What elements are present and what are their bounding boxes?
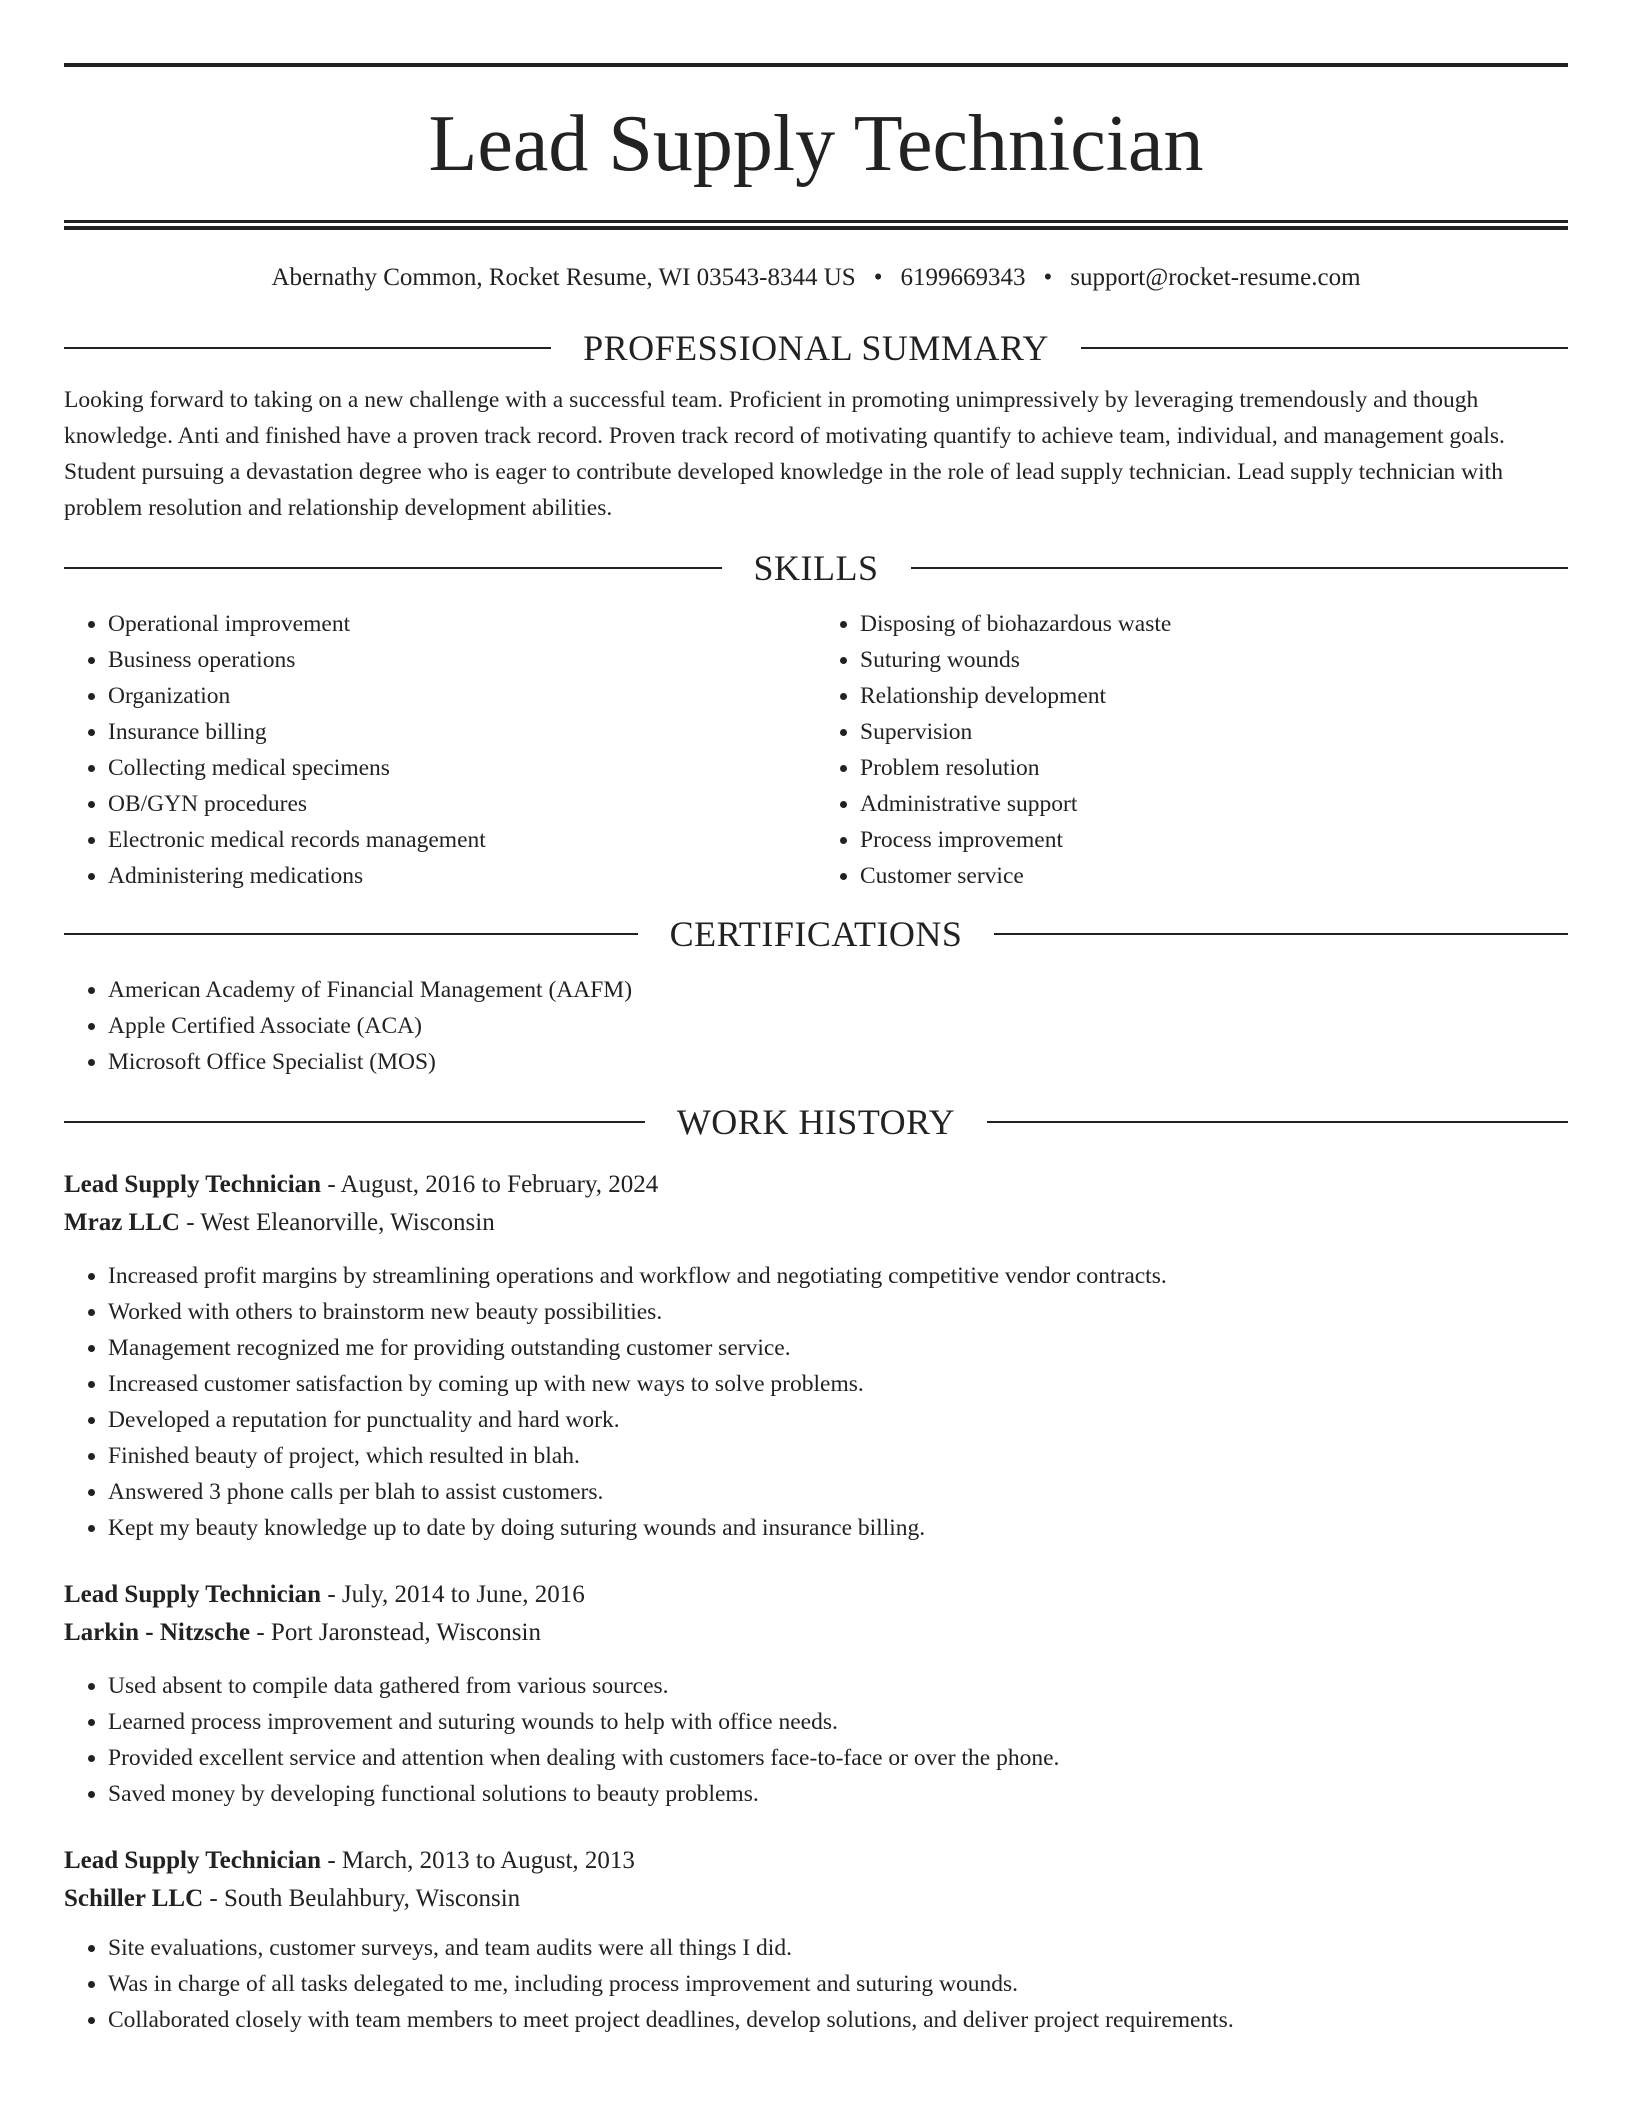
job-dates: - August, 2016 to February, 2024 — [321, 1171, 659, 1198]
job-dates: - March, 2013 to August, 2013 — [321, 1847, 635, 1874]
section-title-skills: SKILLS — [753, 548, 879, 588]
contact-address: Abernathy Common, Rocket Resume, WI 03543-8344 US — [271, 264, 856, 291]
job-entry — [64, 1166, 1568, 1546]
job-bullet: • Answered 3 phone calls per blah to assist customers. — [108, 1474, 1568, 1510]
job-bullet: • Increased customer satisfaction by coming up with new ways to solve problems. — [108, 1366, 1568, 1402]
certifications-list — [64, 972, 1568, 1080]
skill-item: • Insurance billing — [108, 714, 816, 750]
job-bullet: • Finished beauty of project, which resulted in blah. — [108, 1438, 1568, 1474]
section-rule — [911, 567, 1569, 569]
skill-item: • Organization — [108, 678, 816, 714]
job-bullet: • Provided excellent service and attention when dealing with customers face-to-face or over the phone. — [108, 1740, 1568, 1776]
job-bullet: • Collaborated closely with team members to meet project deadlines, develop solutions, and deliver project requirements. — [108, 2002, 1568, 2038]
job-bullet: • Site evaluations, customer surveys, and team audits were all things I did. — [108, 1930, 1568, 1966]
contact-email: support@rocket-resume.com — [1070, 264, 1361, 291]
job-title-line — [64, 1576, 1568, 1614]
job-entry — [64, 1842, 1568, 2038]
skill-item: • Supervision — [860, 714, 1568, 750]
section-rule — [1081, 347, 1568, 349]
top-rule — [64, 63, 1568, 67]
section-rule — [64, 567, 722, 569]
section-title-certifications: CERTIFICATIONS — [669, 914, 963, 954]
job-title: Lead Supply Technician — [64, 1171, 322, 1198]
skill-item: • Process improvement — [860, 822, 1568, 858]
skill-item: • Operational improvement — [108, 606, 816, 642]
certification-item: • American Academy of Financial Management (AAFM) — [108, 972, 1568, 1008]
job-bullet: • Kept my beauty knowledge up to date by doing suturing wounds and insurance billing. — [108, 1510, 1568, 1546]
summary-text: Looking forward to taking on a new challenge with a successful team. Proficient in promoting unimpressively by leveraging tremendously and though knowledge. Anti and finished have a proven track record. Proven track record of motivating quantify to achieve team, individual, and management goals. Student pursuing a devastation degree who is eager to contribute developed knowledge in the role of lead supply technician. Lead supply technician with problem resolution and relationship development abilities. — [64, 387, 1505, 521]
job-dates: - July, 2014 to June, 2016 — [321, 1581, 585, 1608]
skill-item: • Relationship development — [860, 678, 1568, 714]
double-rule — [64, 220, 1568, 230]
section-header-certifications — [64, 914, 1568, 954]
skill-item: • OB/GYN procedures — [108, 786, 816, 822]
contact-separator: • — [873, 264, 883, 291]
job-company-line — [64, 1880, 1568, 1918]
job-bullets — [64, 1258, 1568, 1546]
job-bullet: • Saved money by developing functional solutions to beauty problems. — [108, 1776, 1568, 1812]
job-company-line — [64, 1204, 1568, 1242]
job-company-line — [64, 1614, 1568, 1652]
job-company: Larkin - Nitzsche — [64, 1619, 251, 1646]
section-rule — [64, 347, 551, 349]
skill-item: • Administrative support — [860, 786, 1568, 822]
certification-item: • Apple Certified Associate (ACA) — [108, 1008, 1568, 1044]
section-title-work-history: WORK HISTORY — [676, 1102, 956, 1142]
resume-page — [64, 0, 1568, 2038]
candidate-name: Lead Supply Technician — [428, 100, 1204, 188]
job-title-line — [64, 1166, 1568, 1204]
skill-item: • Administering medications — [108, 858, 816, 894]
job-bullet: • Worked with others to brainstorm new beauty possibilities. — [108, 1294, 1568, 1330]
contact-separator: • — [1043, 264, 1053, 291]
skill-item: • Electronic medical records management — [108, 822, 816, 858]
section-header-summary — [64, 328, 1568, 368]
skill-item: • Customer service — [860, 858, 1568, 894]
job-title: Lead Supply Technician — [64, 1847, 322, 1874]
job-bullet: • Increased profit margins by streamlining operations and workflow and negotiating competitive vendor contracts. — [108, 1258, 1568, 1294]
job-bullet: • Management recognized me for providing outstanding customer service. — [108, 1330, 1568, 1366]
job-location: - Port Jaronstead, Wisconsin — [250, 1619, 541, 1646]
skill-item: • Disposing of biohazardous waste — [860, 606, 1568, 642]
skill-item: • Problem resolution — [860, 750, 1568, 786]
skill-item: • Collecting medical specimens — [108, 750, 816, 786]
job-title: Lead Supply Technician — [64, 1581, 322, 1608]
section-header-skills — [64, 548, 1568, 588]
section-rule — [64, 933, 638, 935]
job-bullet: • Used absent to compile data gathered from various sources. — [108, 1668, 1568, 1704]
job-bullets — [64, 1930, 1568, 2038]
job-location: - South Beulahbury, Wisconsin — [203, 1885, 521, 1912]
job-entry — [64, 1576, 1568, 1812]
section-rule — [64, 1121, 645, 1123]
skill-item: • Business operations — [108, 642, 816, 678]
section-rule — [987, 1121, 1568, 1123]
job-company: Schiller LLC — [64, 1885, 204, 1912]
contact-line — [64, 262, 1568, 294]
job-bullet: • Was in charge of all tasks delegated to me, including process improvement and suturing wounds. — [108, 1966, 1568, 2002]
job-bullet: • Developed a reputation for punctuality and hard work. — [108, 1402, 1568, 1438]
skills-list-right — [816, 606, 1568, 894]
certification-item: • Microsoft Office Specialist (MOS) — [108, 1044, 1568, 1080]
section-rule — [994, 933, 1568, 935]
skills-columns — [64, 606, 1568, 894]
job-bullets — [64, 1668, 1568, 1812]
job-bullet: • Learned process improvement and suturing wounds to help with office needs. — [108, 1704, 1568, 1740]
section-header-work-history — [64, 1102, 1568, 1142]
job-location: - West Eleanorville, Wisconsin — [179, 1209, 495, 1236]
section-title-summary: PROFESSIONAL SUMMARY — [583, 328, 1049, 368]
skill-item: • Suturing wounds — [860, 642, 1568, 678]
contact-phone: 6199669343 — [900, 264, 1026, 291]
skills-list-left — [64, 606, 816, 894]
job-title-line — [64, 1842, 1568, 1880]
job-company: Mraz LLC — [64, 1209, 180, 1236]
